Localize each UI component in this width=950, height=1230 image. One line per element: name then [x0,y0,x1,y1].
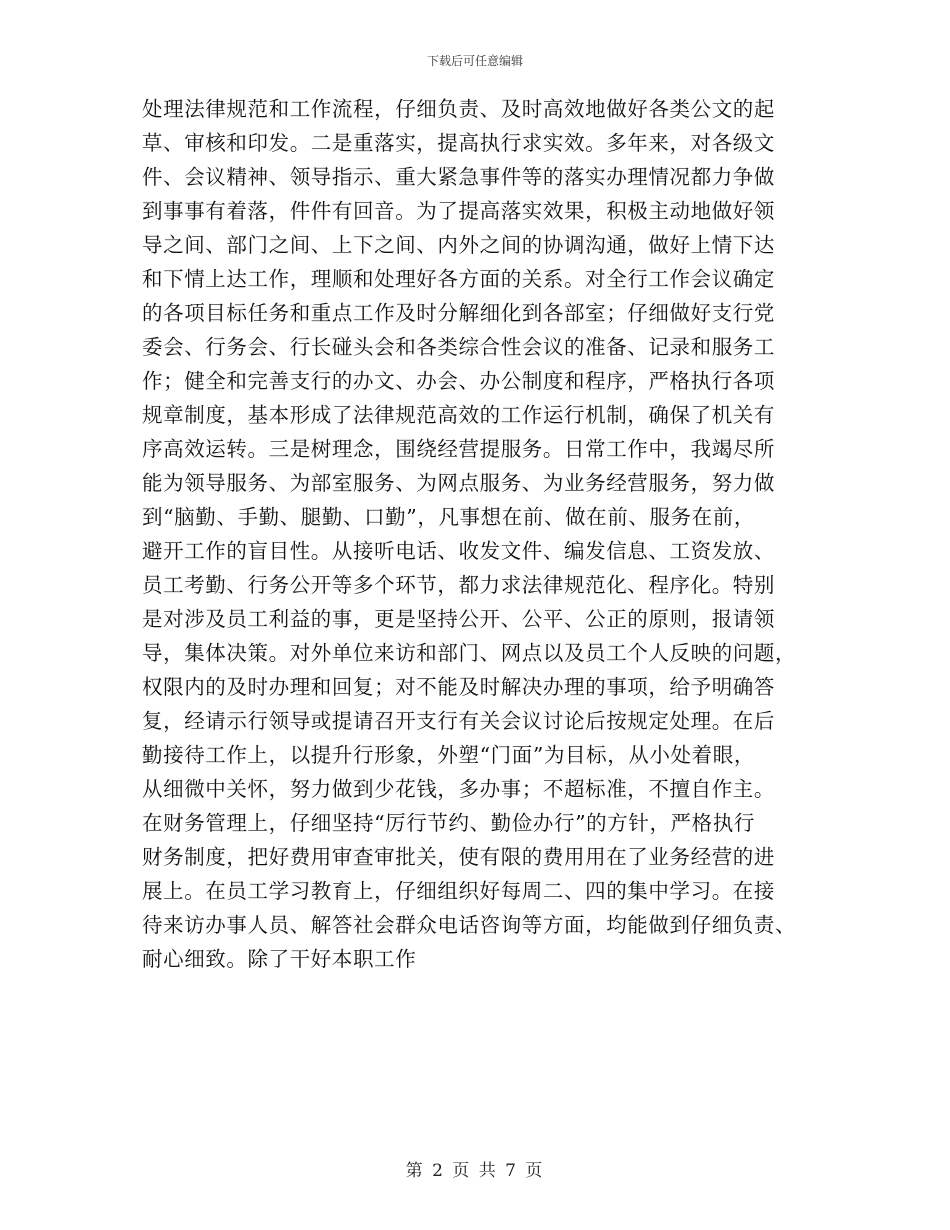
body-line: 和下情上达工作，理顺和处理好各方面的关系。对全行工作会议确定 [142,267,775,291]
page-header: 下载后可任意编辑 [426,54,523,68]
body-line: 在财务管理上，仔细坚持“厉行节约、勤俭办行”的方针，严格执行 [142,811,755,835]
body-line: 财务制度，把好费用审查审批关，使有限的费用用在了业务经营的进 [142,845,775,869]
body-line: 件、会议精神、领导指示、重大紧急事件等的落实办理情况都力争做 [142,165,775,189]
body-line: 避开工作的盲目性。从接听电话、收发文件、编发信息、工资发放、 [142,539,775,563]
body-line: 展上。在员工学习教育上，仔细组织好每周二、四的集中学习。在接 [142,879,775,903]
body-line: 复，经请示行领导或提请召开支行有关会议讨论后按规定处理。在后 [142,709,775,733]
body-line: 勤接待工作上，以提升行形象，外塑“门面”为目标，从小处着眼， [142,743,755,767]
body-line: 从细微中关怀，努力做到少花钱，多办事；不超标准，不擅自作主。 [142,777,775,801]
body-line: 序高效运转。三是树理念，围绕经营提服务。日常工作中，我竭尽所 [142,437,775,461]
body-line: 导之间、部门之间、上下之间、内外之间的协调沟通，做好上情下达 [142,233,775,257]
body-line: 是对涉及员工利益的事，更是坚持公开、公平、公正的原则，报请领 [142,607,775,631]
body-line: 规章制度，基本形成了法律规范高效的工作运行机制，确保了机关有 [142,403,775,427]
page-number: 第 2 页 共 7 页 [405,1161,545,1181]
body-line: 待来访办事人员、解答社会群众电话咨询等方面，均能做到仔细负责、 [142,913,797,937]
body-line: 草、审核和印发。二是重落实，提高执行求实效。多年来，对各级文 [142,131,775,155]
body-line: 员工考勤、行务公开等多个环节，都力求法律规范化、程序化。特别 [142,573,775,597]
document-body [142,92,822,976]
body-line: 处理法律规范和工作流程，仔细负责、及时高效地做好各类公文的起 [142,97,775,121]
body-line: 的各项目标任务和重点工作及时分解细化到各部室；仔细做好支行党 [142,301,775,325]
body-line: 委会、行务会、行长碰头会和各类综合性会议的准备、记录和服务工 [142,335,775,359]
body-line: 作；健全和完善支行的办文、办会、办公制度和程序，严格执行各项 [142,369,775,393]
body-line: 能为领导服务、为部室服务、为网点服务、为业务经营服务，努力做 [142,471,775,495]
body-line: 到事事有着落，件件有回音。为了提高落实效果，积极主动地做好领 [142,199,775,223]
body-line: 到“脑勤、手勤、腿勤、口勤”，凡事想在前、做在前、服务在前， [142,505,755,529]
body-line: 导，集体决策。对外单位来访和部门、网点以及员工个人反映的问题， [142,641,797,665]
body-line: 耐心细致。除了干好本职工作 [142,947,417,971]
body-line: 权限内的及时办理和回复；对不能及时解决办理的事项，给予明确答 [142,675,775,699]
